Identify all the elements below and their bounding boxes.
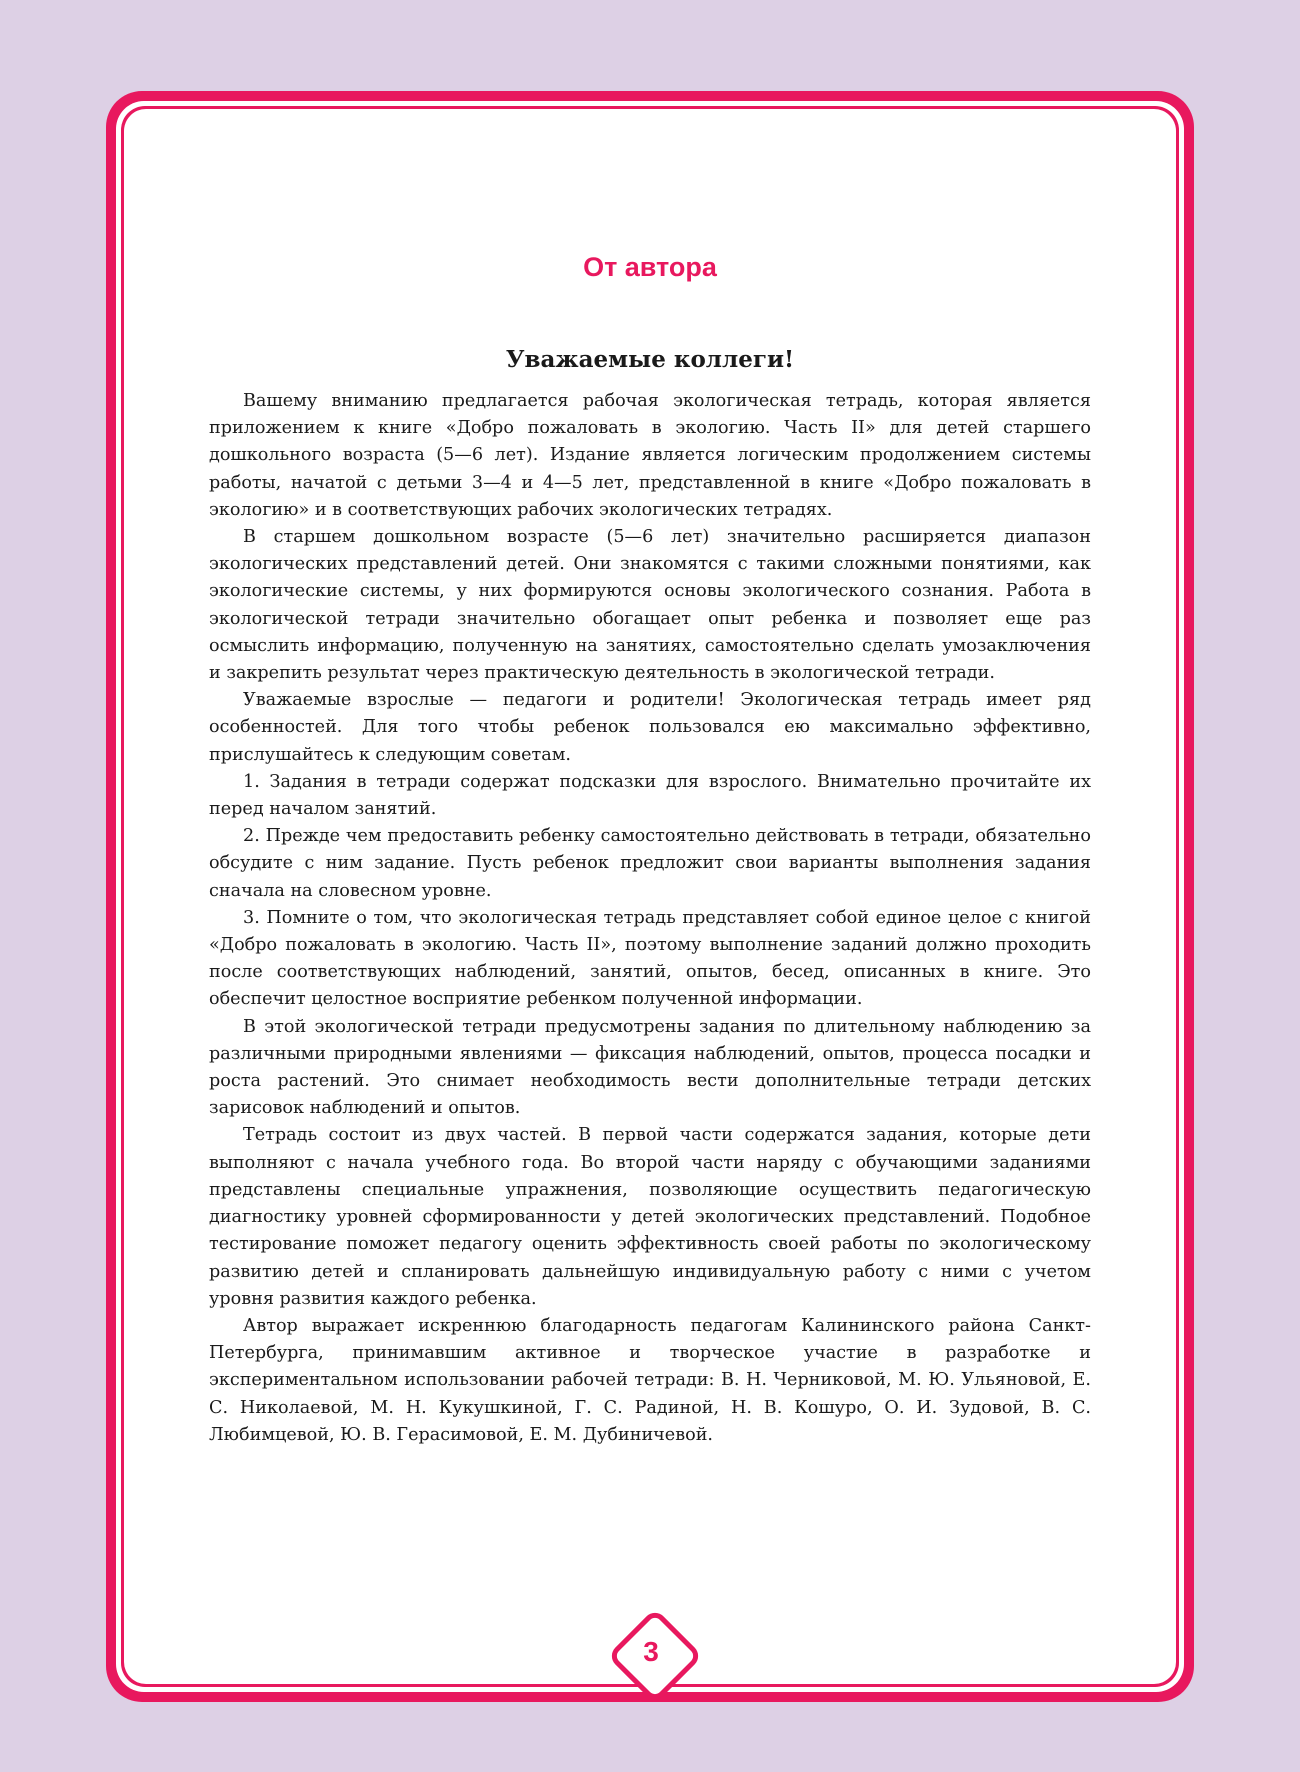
tip-2: 2. Прежде чем предоставить ребенку самостоятельно действовать в тетради, обязательно обсудите с ним задание. Пусть ребенок предложит свои варианты выполнения задания сначала на словесном уровне.	[209, 826, 1091, 901]
greeting-heading: Уважаемые коллеги!	[505, 346, 795, 373]
page-title: От автора	[583, 252, 717, 282]
page-number-badge	[611, 1612, 691, 1692]
paragraph-2: В старшем дошкольном возрасте (5—6 лет) значительно расширяется диапазон экологических представлений детей. Они знакомятся с такими сложными понятиями, как экологические системы, у них формируются основы экологического сознания. Работа в экологической тетради значительно обогащает опыт ребенка и позволяет еще раз осмыслить информацию, полученную на занятиях, самостоятельно сделать умозаключения и закрепить результат через практическую деятельность в экологической тетради.	[209, 527, 1091, 684]
tip-1: 1. Задания в тетради содержат подсказки для взрослого. Внимательно прочитайте их перед началом занятий.	[209, 771, 1091, 820]
body-text	[209, 388, 1091, 1449]
paragraph-observations: В этой экологической тетради предусмотрены задания по длительному наблюдению за различными природными явлениями — фиксация наблюдений, опытов, процесса посадки и роста растений. Это снимает необходимость вести дополнительные тетради детских зарисовок наблюдений и опытов.	[209, 1016, 1091, 1119]
paragraph-1: Вашему вниманию предлагается рабочая экологическая тетрадь, которая является приложением к книге «Добро пожаловать в экологию. Часть II» для детей старшего дошкольного возраста (5—6 лет). Издание является логическим продолжением системы работы, начатой с детьми 3—4 и 4—5 лет, представленной в книге «Добро пожаловать в экологию» и в соответствующих рабочих экологических тетрадях.	[209, 391, 1091, 520]
paragraph-structure: Тетрадь состоит из двух частей. В первой части содержатся задания, которые дети выполняют с начала учебного года. Во второй части наряду с обучающими заданиями представлены специальные упражнения, позволяющие осуществить педагогическую диагностику уровней сформированности у детей экологических представлений. Подобное тестирование поможет педагогу оценить эффективность своей работы по экологическому развитию детей и спланировать дальнейшую индивидуальную работу с ними с учетом уровня развития каждого ребенка.	[209, 1125, 1091, 1309]
paragraph-acknowledgements: Автор выражает искреннюю благодарность педагогам Калининского района Санкт-Петербурга, принимавшим активное и творческое участие в разработке и экспериментальном использовании рабочей тетради: В. Н. Черниковой, М. Ю. Ульяновой, Е. С. Николаевой, М. Н. Кукушкиной, Г. С. Радиной, Н. В. Кошуро, О. И. Зудовой, В. С. Любимцевой, Ю. В. Герасимовой, Е. М. Дубиничевой.	[209, 1315, 1091, 1445]
tip-3: 3. Помните о том, что экологическая тетрадь представляет собой единое целое с книгой «Добро пожаловать в экологию. Часть II», поэтому выполнение заданий должно проходить после соответствующих наблюдений, занятий, опытов, бесед, описанных в книге. Это обеспечит целостное восприятие ребенком полученной информации.	[209, 907, 1091, 1010]
page-number: 3	[643, 1636, 659, 1667]
paragraph-3: Уважаемые взрослые — педагоги и родители! Экологическая тетрадь имеет ряд особенностей. Для того чтобы ребенок пользовался ею максимально эффективно, прислушайтесь к следующим советам.	[209, 690, 1091, 765]
